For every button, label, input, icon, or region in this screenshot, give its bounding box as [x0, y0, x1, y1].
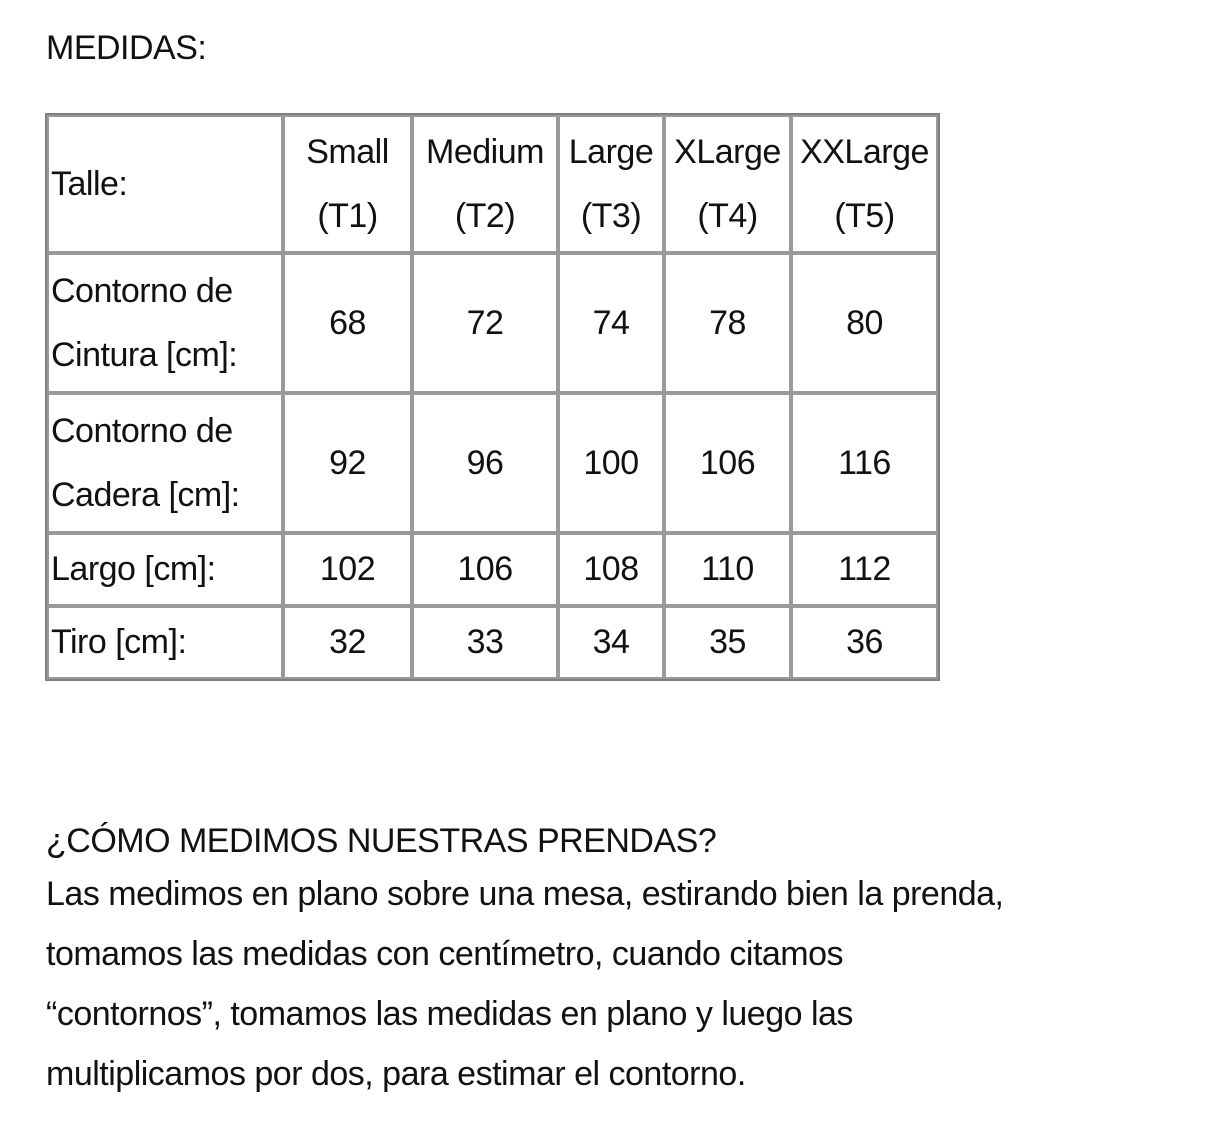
size-name: XXLarge — [800, 133, 929, 171]
table-cell: 106 — [412, 533, 558, 606]
table-row-largo — [47, 533, 938, 606]
size-header-xlarge — [664, 115, 791, 253]
table-cell: 32 — [283, 606, 412, 679]
table-cell: 96 — [412, 393, 558, 533]
paragraph-line: “contornos”, tomamos las medidas en plano y luego las — [46, 995, 853, 1033]
table-row-cintura — [47, 253, 938, 393]
paragraph-line: Las medimos en plano sobre una mesa, estirando bien la prenda, — [46, 875, 1004, 913]
table-cell: 116 — [791, 393, 938, 533]
table-cell: 74 — [558, 253, 664, 393]
table-cell: 35 — [664, 606, 791, 679]
size-chart-table — [45, 113, 940, 681]
table-cell: 33 — [412, 606, 558, 679]
size-name: Medium — [426, 133, 544, 171]
table-cell: 102 — [283, 533, 412, 606]
size-name: XLarge — [674, 133, 781, 171]
row-label — [47, 253, 283, 393]
size-name: Small — [306, 133, 389, 171]
measuring-info — [46, 818, 1166, 1104]
table-cell: 108 — [558, 533, 664, 606]
table-header-row — [47, 115, 938, 253]
table-cell: 106 — [664, 393, 791, 533]
size-header-small — [283, 115, 412, 253]
row-label-line: Contorno de — [51, 272, 233, 310]
header-label: Talle: — [47, 115, 283, 253]
size-code: (T1) — [317, 197, 378, 235]
section-heading: ¿CÓMO MEDIMOS NUESTRAS PRENDAS? — [46, 822, 717, 860]
table-cell: 78 — [664, 253, 791, 393]
row-label-line: Cintura [cm]: — [51, 336, 238, 374]
row-label-line: Contorno de — [51, 412, 233, 450]
table-cell: 72 — [412, 253, 558, 393]
size-name: Large — [568, 133, 654, 171]
table-row-tiro — [47, 606, 938, 679]
table-cell: 36 — [791, 606, 938, 679]
size-code: (T3) — [580, 197, 642, 235]
table-cell: 80 — [791, 253, 938, 393]
size-code: (T2) — [454, 197, 516, 235]
table-row-cadera — [47, 393, 938, 533]
size-header-medium — [412, 115, 558, 253]
table-cell: 34 — [558, 606, 664, 679]
table-cell: 100 — [558, 393, 664, 533]
table-cell: 68 — [283, 253, 412, 393]
table-cell: 110 — [664, 533, 791, 606]
row-label: Largo [cm]: — [47, 533, 283, 606]
row-label: Tiro [cm]: — [47, 606, 283, 679]
size-header-xxlarge — [791, 115, 938, 253]
paragraph-line: multiplicamos por dos, para estimar el contorno. — [46, 1055, 746, 1093]
size-code: (T5) — [834, 197, 895, 235]
row-label-line: Cadera [cm]: — [51, 476, 240, 514]
table-cell: 112 — [791, 533, 938, 606]
size-header-large — [558, 115, 664, 253]
row-label — [47, 393, 283, 533]
section-paragraph — [46, 864, 1166, 1104]
paragraph-line: tomamos las medidas con centímetro, cuando citamos — [46, 935, 844, 973]
table-cell: 92 — [283, 393, 412, 533]
size-code: (T4) — [697, 197, 758, 235]
page-title: MEDIDAS: — [46, 29, 207, 67]
